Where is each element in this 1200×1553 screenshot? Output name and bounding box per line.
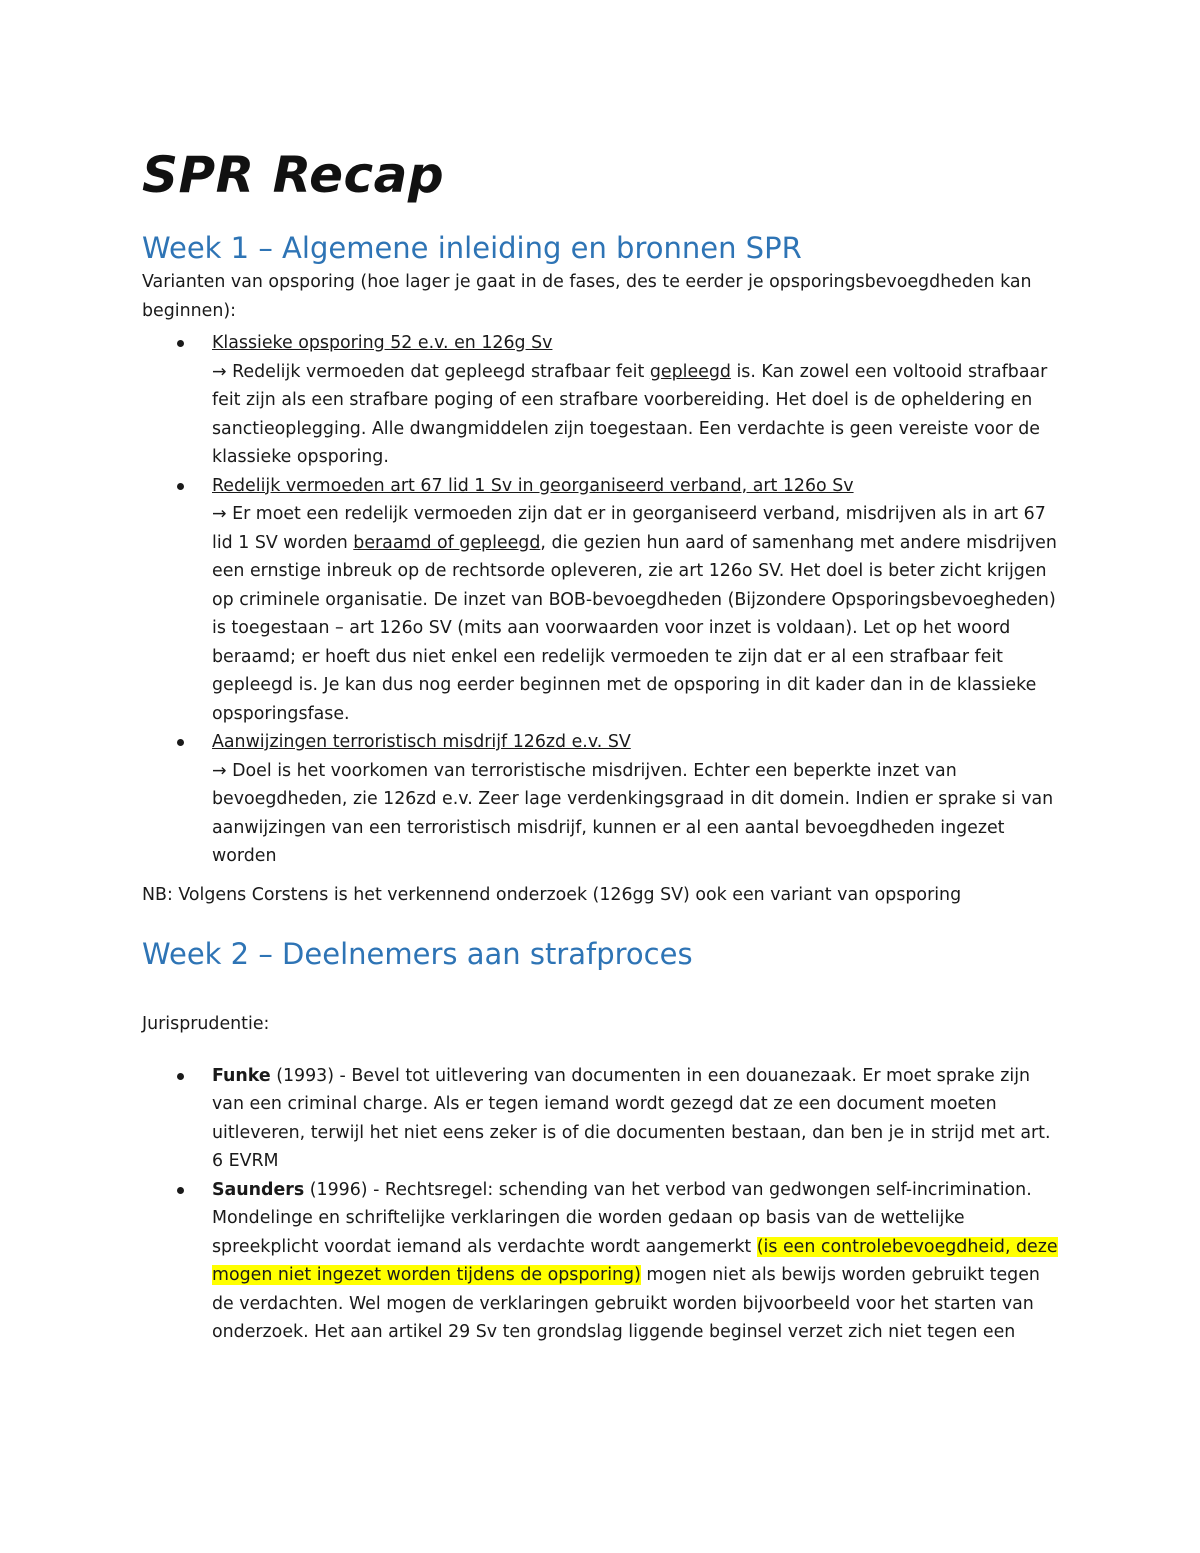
case-name: Funke bbox=[212, 1065, 271, 1086]
item-text: Er moet een redelijk vermoeden zijn dat er in georganiseerd verband, misdrijven als in art 67 lid 1 SV worden bbox=[212, 504, 1046, 553]
item-underlined: beraamd of gepleegd bbox=[353, 532, 541, 553]
bullet-icon bbox=[177, 483, 184, 490]
item-text: Doel is het voorkomen van terroristische misdrijven. Echter een beperkte inzet van bevoegdheden, zie 126zd e.v. Zeer lage verdenkingsgraad in dit domein. Indien er sprake si van aanwijzingen van een terroristisch misdrijf, kunnen er al een aantal bevoegdheden ingezet worden bbox=[212, 760, 1054, 866]
bullet-icon bbox=[177, 1073, 184, 1080]
item-title: Klassieke opsporing 52 e.v. en 126g Sv bbox=[212, 333, 553, 353]
week1-heading: Week 1 – Algemene inleiding en bronnen SPR bbox=[142, 231, 802, 265]
document-title: SPR Recap bbox=[142, 146, 445, 204]
item-body bbox=[212, 500, 1062, 728]
highlighted-text: (is een controlebevoegdheid, deze mogen niet ingezet worden tijdens de opsporing) bbox=[212, 1236, 1058, 1285]
jurisprudentie-label: Jurisprudentie: bbox=[142, 1014, 270, 1034]
item-body bbox=[212, 358, 1062, 472]
item-body bbox=[212, 757, 1062, 871]
item-text: , die gezien hun aard of samenhang met andere misdrijven een ernstige inbreuk op de rechtsorde opleveren, zie art 126o SV. Het doel is beter zicht krijgen op criminele organisatie. De inzet van BOB-bevoegdheden (Bijzondere Opsporingsbevoegheden) is toegestaan – art 126o SV (mits aan voorwaarden voor inzet is voldaan). Let op het woord beraamd; er hoeft dus niet enkel een redelijk vermoeden te zijn dat er al een strafbaar feit gepleegd is. Je kan dus nog eerder beginnen met de opsporing in dit kader dan in de klassieke opsporingsfase. bbox=[212, 532, 1057, 724]
bullet-icon bbox=[177, 1187, 184, 1194]
arrow-icon: → bbox=[212, 361, 227, 382]
item-title: Redelijk vermoeden art 67 lid 1 Sv in georganiseerd verband, art 126o Sv bbox=[212, 475, 854, 496]
list-item bbox=[142, 329, 1062, 472]
item-text: Redelijk vermoeden dat gepleegd strafbaar feit bbox=[232, 361, 650, 382]
case-name: Saunders bbox=[212, 1179, 305, 1200]
case-text: (1996) - Rechtsregel: schending van het verbod van gedwongen self-incrimination. Mondelinge en schriftelijke verklaringen die worden gedaan op basis van de wettelijke spreekplicht voordat iemand als verdachte wordt aangemerkt bbox=[212, 1179, 1032, 1257]
list-item bbox=[142, 472, 1062, 729]
item-title: Aanwijzingen terroristisch misdrijf 126zd e.v. SV bbox=[212, 732, 631, 752]
bullet-icon bbox=[177, 739, 184, 746]
week2-heading: Week 2 – Deelnemers aan strafproces bbox=[142, 937, 693, 971]
list-item bbox=[142, 1176, 1062, 1347]
case-text: (1993) - Bevel tot uitlevering van documenten in een douanezaak. Er moet sprake zijn van een criminal charge. Als er tegen iemand wordt gezegd dat ze een document moeten uitleveren, terwijl het niet eens zeker is of die documenten bestaan, dan ben je in strijd met art. 6 EVRM bbox=[212, 1065, 1051, 1171]
document-page bbox=[142, 140, 1062, 1347]
case-text: mogen niet als bewijs worden gebruikt tegen de verdachten. Wel mogen de verklaringen gebruikt worden bijvoorbeeld voor het starten van onderzoek. Het aan artikel 29 Sv ten grondslag liggende beginsel verzet zich niet tegen een bbox=[212, 1265, 1040, 1342]
list-item bbox=[142, 728, 1062, 871]
arrow-icon: → bbox=[212, 760, 227, 781]
week1-nb: NB: Volgens Corstens is het verkennend onderzoek (126gg SV) ook een variant van opsporing bbox=[142, 884, 962, 905]
week2-list bbox=[142, 1062, 1062, 1347]
week1-intro: Varianten van opsporing (hoe lager je gaat in de fases, des te eerder je opsporingsbevoegdheden kan beginnen): bbox=[142, 272, 1032, 321]
item-underlined: gepleegd bbox=[649, 361, 731, 382]
item-text: is. Kan zowel een voltooid strafbaar feit zijn als een strafbare poging of een strafbare voorbereiding. Het doel is de opheldering en sanctieoplegging. Alle dwangmiddelen zijn toegestaan. Een verdachte is geen vereiste voor de klassieke opsporing. bbox=[212, 361, 1048, 467]
list-item bbox=[142, 1062, 1062, 1176]
week1-list bbox=[142, 329, 1062, 871]
bullet-icon bbox=[177, 340, 184, 347]
arrow-icon: → bbox=[212, 504, 227, 524]
